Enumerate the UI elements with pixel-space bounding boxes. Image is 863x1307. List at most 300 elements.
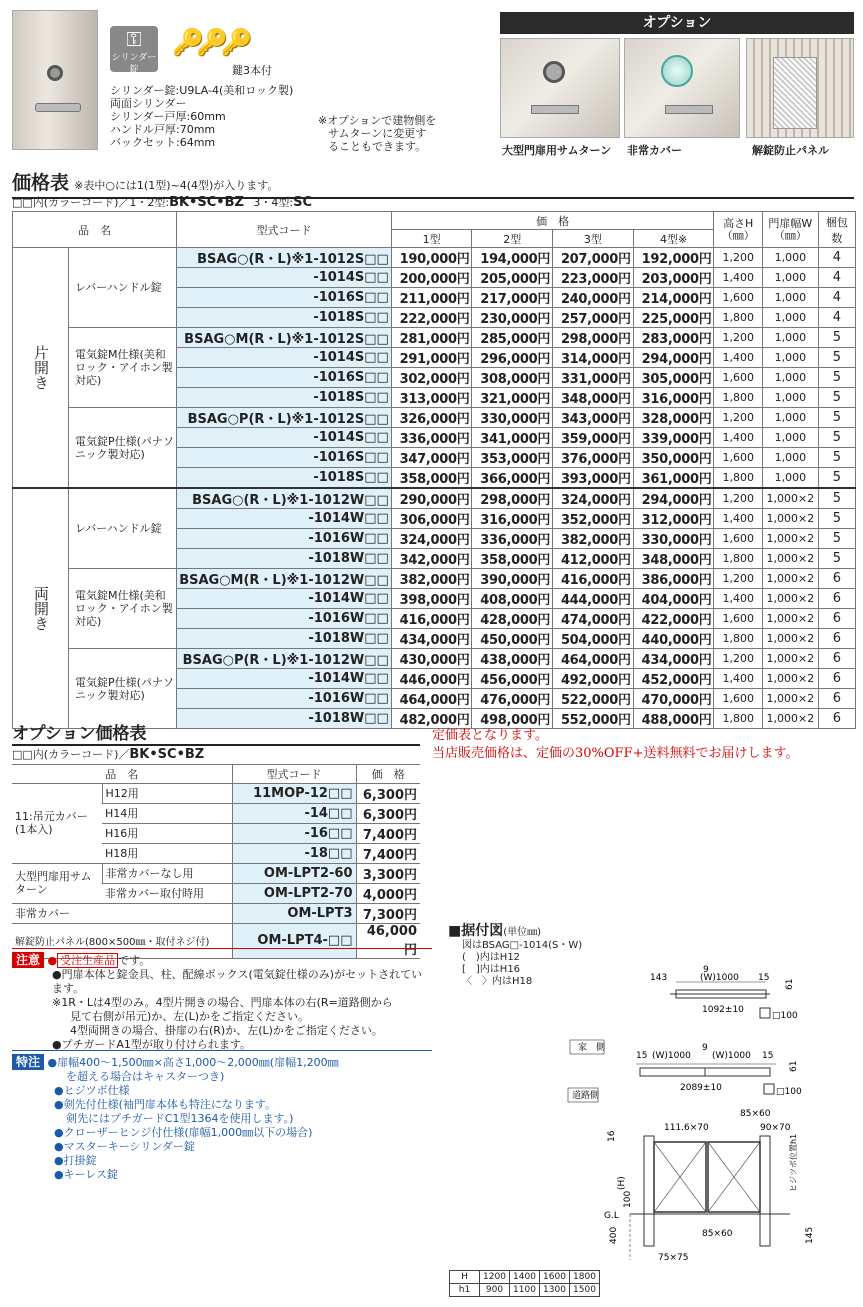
price-type1: 342,000円 [391,549,472,569]
width: 1,000×2 [763,649,819,669]
dim-w1000: (W)1000 [700,973,739,983]
width: 1,000×2 [763,529,819,549]
price-type3: 223,000円 [553,268,634,288]
pack-count: 6 [818,609,855,629]
price-type3: 331,000円 [553,368,634,388]
gate-elevation [604,1109,815,1263]
model-code: -1018S□□ [177,388,392,408]
model-code: -1018W□□ [177,629,392,649]
dim-w1000-right: (W)1000 [712,1051,751,1061]
model-code: BSAG○P(R・L)※1-1012S□□ [177,408,392,428]
width: 1,000 [763,388,819,408]
price-type2: 217,000円 [472,288,553,308]
opt-header-name: 品 名 [12,765,232,784]
price-type1: 313,000円 [391,388,472,408]
price-type1: 336,000円 [391,428,472,448]
model-code: -1014S□□ [177,268,392,288]
height: 1,800 [714,468,763,489]
emergency-cover-icon [661,55,693,87]
header-height: 高さH（㎜） [714,212,763,248]
option-photo-thumbturn [500,38,620,138]
dim-2089: 2089±10 [680,1083,722,1093]
model-code: BSAG○(R・L)※1-1012S□□ [177,248,392,268]
thumbturn-note: ※オプションで建物側を サムターンに変更す ることもできます。 [318,114,437,153]
width: 1,000 [763,448,819,468]
price-type4: 203,000円 [633,268,714,288]
price-type3: 240,000円 [553,288,634,308]
price-type1: 222,000円 [391,308,472,328]
height: 1,200 [714,328,763,348]
price-type4: 350,000円 [633,448,714,468]
width: 1,000 [763,308,819,328]
model-code: -1014S□□ [177,428,392,448]
price-type2: 336,000円 [472,529,553,549]
price-type2: 438,000円 [472,649,553,669]
drawing-title: ■据付図(単位㎜) [448,923,542,939]
dim-9: 9 [703,965,709,975]
price-type4: 294,000円 [633,348,714,368]
price-type3: 552,000円 [553,709,634,729]
opt-code: OM-LPT3 [232,903,356,923]
price-type2: 456,000円 [472,669,553,689]
opt-sub: H12用 [102,783,232,803]
width: 1,000×2 [763,629,819,649]
price-row [13,569,856,589]
opt-price: 7,300円 [356,903,420,923]
height: 1,200 [714,248,763,268]
price-type4: 434,000円 [633,649,714,669]
pack-count: 5 [818,348,855,368]
opt-header-code: 型式コード [232,765,356,784]
model-code: -1016S□□ [177,288,392,308]
price-type1: 446,000円 [391,669,472,689]
price-type2: 498,000円 [472,709,553,729]
keys-label: 鍵3本付 [232,64,272,77]
price-type2: 321,000円 [472,388,553,408]
hinge-pivot-label: ヒジツボ位置h1 [789,1133,798,1192]
opt-sub: 非常カバー取付時用 [102,883,232,903]
pack-count: 5 [818,488,855,509]
opt-price: 3,300円 [356,863,420,883]
opt-sub: H14用 [102,803,232,823]
height: 1,200 [714,488,763,509]
option-caption-cover: 非常カバー [627,144,682,157]
opt-price: 7,400円 [356,823,420,843]
price-type1: 382,000円 [391,569,472,589]
pack-count: 5 [818,408,855,428]
promo-line2: 当店販売価格は、定価の30%OFF+送料無料でお届けします。 [432,746,799,761]
dim-1092: 1092±10 [702,1005,744,1015]
price-type2: 205,000円 [472,268,553,288]
model-code: -1014S□□ [177,348,392,368]
height: 1,400 [714,428,763,448]
product-name: 電気錠P仕様(パナソニック製対応) [69,408,177,489]
price-type4: 316,000円 [633,388,714,408]
opt-price: 6,300円 [356,803,420,823]
group-single-swing: 片開き [13,248,69,489]
price-type2: 353,000円 [472,448,553,468]
model-code: -1014W□□ [177,509,392,529]
price-type4: 312,000円 [633,509,714,529]
dim-post100: □100 [772,1011,798,1021]
opt-code: -16□□ [232,823,356,843]
model-code: -1018W□□ [177,549,392,569]
dim-9-center: 9 [702,1043,708,1053]
price-type3: 393,000円 [553,468,634,489]
pack-count: 6 [818,669,855,689]
opt-name: 非常カバー [12,903,232,923]
price-type1: 464,000円 [391,689,472,709]
pack-count: 5 [818,468,855,489]
price-type1: 200,000円 [391,268,472,288]
height: 1,800 [714,549,763,569]
height: 1,800 [714,629,763,649]
group-double-swing: 両開き [13,488,69,729]
single-gate-plan [650,965,798,1021]
height: 1,200 [714,649,763,669]
opt-price: 4,000円 [356,883,420,903]
pack-count: 6 [818,689,855,709]
price-type3: 412,000円 [553,549,634,569]
price-row [13,488,856,509]
pack-count: 6 [818,569,855,589]
model-code: -1018W□□ [177,709,392,729]
opt-sub: H16用 [102,823,232,843]
h-label: H [450,1271,480,1284]
width: 1,000×2 [763,549,819,569]
double-gate-plan [636,1043,802,1097]
option-color-note: □□内(カラーコード)／BK•SC•BZ [12,747,205,762]
opt-price: 6,300円 [356,783,420,803]
price-type1: 326,000円 [391,408,472,428]
model-code: -1018S□□ [177,468,392,489]
price-type1: 482,000円 [391,709,472,729]
option-photo-emergency-cover [624,38,740,138]
spec-list: シリンダー錠:U9LA-4(美和ロック製) 両面シリンダー シリンダー戸厚:60mm ハンドル戸厚:70mm バックセット:64mm [110,84,294,149]
header-type2: 2型 [472,230,553,248]
dim-16: 16 [607,1130,617,1142]
model-code: -1014W□□ [177,669,392,689]
price-type3: 464,000円 [553,649,634,669]
header-code: 型式コード [177,212,392,248]
width: 1,000 [763,248,819,268]
width: 1,000×2 [763,509,819,529]
price-row [13,328,856,348]
price-type3: 376,000円 [553,448,634,468]
option-caption-thumbturn: 大型門扉用サムターン [502,144,612,157]
pack-count: 5 [818,529,855,549]
opt-name: 解錠防止パネル(800×500㎜・取付ネジ付) [12,923,232,958]
model-code: BSAG○M(R・L)※1-1012W□□ [177,569,392,589]
width: 1,000 [763,348,819,368]
price-type2: 230,000円 [472,308,553,328]
pack-count: 6 [818,709,855,729]
height: 1,800 [714,308,763,328]
header-type4: 4型※ [633,230,714,248]
notes-tag: 注意 [12,952,44,968]
notes-block: 注意 ● 受注生産品 です。 ●門扉本体と錠金具、柱、配線ボックス(電気錠仕様のみ)がセットされています。 ※1R・Lは4型のみ。4型片開きの場合、門扉本体の右(R=道路側から 見て右側が吊元)か、左(L)かをご指定ください。 4型両開きの場合、掛扉の右(R)か、左(L)かをご指定ください。 ●プチガードA1型が取り付けられます。 [12,948,432,1052]
price-type2: 408,000円 [472,589,553,609]
h-table: H 1200 1400 1600 1800 h1 900 1100 1300 1500 [449,1270,600,1297]
price-table [12,211,856,729]
h1-label: h1 [450,1284,480,1297]
lever-handle [531,105,579,114]
price-type3: 207,000円 [553,248,634,268]
pack-count: 4 [818,308,855,328]
price-type1: 290,000円 [391,488,472,509]
price-type4: 192,000円 [633,248,714,268]
price-type4: 214,000円 [633,288,714,308]
width: 1,000×2 [763,589,819,609]
price-type2: 390,000円 [472,569,553,589]
product-name: レバーハンドル錠 [69,248,177,328]
thumbturn-icon [543,61,565,83]
pack-count: 5 [818,428,855,448]
price-type3: 382,000円 [553,529,634,549]
price-type1: 430,000円 [391,649,472,669]
price-type3: 522,000円 [553,689,634,709]
price-type3: 314,000円 [553,348,634,368]
dim-61: 61 [785,978,795,990]
model-code: -1016S□□ [177,448,392,468]
width: 1,000 [763,468,819,489]
dim-w1000-left: (W)1000 [652,1051,691,1061]
product-name: レバーハンドル錠 [69,488,177,569]
price-type3: 324,000円 [553,488,634,509]
dim-61-double: 61 [789,1060,799,1072]
price-type1: 347,000円 [391,448,472,468]
width: 1,000 [763,408,819,428]
lever-handle [35,103,81,112]
price-row [13,248,856,268]
pack-count: 5 [818,509,855,529]
price-type3: 474,000円 [553,609,634,629]
price-type2: 194,000円 [472,248,553,268]
price-type4: 404,000円 [633,589,714,609]
model-code: BSAG○P(R・L)※1-1012W□□ [177,649,392,669]
dim-15: 15 [758,973,770,983]
price-type2: 308,000円 [472,368,553,388]
model-code: BSAG○(R・L)※1-1012W□□ [177,488,392,509]
lock-photo [12,10,98,150]
height: 1,600 [714,448,763,468]
width: 1,000×2 [763,689,819,709]
price-row [13,408,856,428]
product-name: 電気錠M仕様(美和ロック・アイホン製対応) [69,328,177,408]
price-type4: 361,000円 [633,468,714,489]
dim-400: 400 [609,1226,619,1244]
opt-sub: H18用 [102,843,232,863]
opt-code: OM-LPT2-70 [232,883,356,903]
pack-count: 6 [818,629,855,649]
price-type1: 281,000円 [391,328,472,348]
height: 1,400 [714,589,763,609]
width: 1,000×2 [763,609,819,629]
price-color-note: □□内(カラーコード)／1・2型:BK•SC•BZ 3・4型:SC [12,195,313,210]
model-code: -1018S□□ [177,308,392,328]
price-type4: 452,000円 [633,669,714,689]
width: 1,000 [763,428,819,448]
opt-group-thumbturn: 大型門扉用サムターン [12,863,102,903]
price-type4: 339,000円 [633,428,714,448]
dim-post100-double: □100 [776,1087,802,1097]
width: 1,000×2 [763,709,819,729]
opt-group-hanging-cover: 11:吊元カバー(1本入) [12,783,102,863]
height: 1,600 [714,288,763,308]
price-row [13,649,856,669]
price-type3: 359,000円 [553,428,634,448]
model-code: -1014W□□ [177,589,392,609]
price-table-title: 価格表 ※表中○には1(1型)~4(4型)が入ります。 [12,168,854,199]
width: 1,000 [763,288,819,308]
price-type3: 348,000円 [553,388,634,408]
price-type3: 352,000円 [553,509,634,529]
opt-code: OM-LPT2-60 [232,863,356,883]
opt-code: OM-LPT4-□□ [232,923,356,958]
dim-85x60-bottom: 85×60 [702,1229,733,1239]
price-type2: 330,000円 [472,408,553,428]
price-type2: 341,000円 [472,428,553,448]
width: 1,000 [763,328,819,348]
price-type1: 211,000円 [391,288,472,308]
price-type1: 398,000円 [391,589,472,609]
drawing-caption: 図はBSAG□-1014(S・W) ( )内はH12 [ ]内はH16 〈 〉内はH18 [462,940,583,987]
dim-75x75: 75×75 [658,1253,689,1263]
price-type3: 298,000円 [553,328,634,348]
price-type4: 422,000円 [633,609,714,629]
height: 1,600 [714,689,763,709]
price-type1: 291,000円 [391,348,472,368]
price-type4: 440,000円 [633,629,714,649]
price-type1: 416,000円 [391,609,472,629]
height: 1,200 [714,408,763,428]
price-type1: 302,000円 [391,368,472,388]
height: 1,400 [714,268,763,288]
made-to-order: 受注生産品 [57,953,118,968]
dim-90x70: 90×70 [760,1123,791,1133]
road-side-label: 道路側 [572,1091,600,1101]
model-code: BSAG○M(R・L)※1-1012S□□ [177,328,392,348]
cylinder-keyhole [47,65,63,81]
pack-count: 5 [818,328,855,348]
pack-count: 6 [818,649,855,669]
option-price-table [12,764,420,959]
price-type4: 294,000円 [633,488,714,509]
price-type4: 470,000円 [633,689,714,709]
dim-gl: G.L [604,1211,619,1221]
key-icon: ⚿ [126,27,142,51]
width: 1,000×2 [763,669,819,689]
price-type2: 476,000円 [472,689,553,709]
header-width: 門扉幅W（㎜） [763,212,819,248]
price-type4: 330,000円 [633,529,714,549]
header-type3: 3型 [553,230,634,248]
opt-code: -18□□ [232,843,356,863]
price-type3: 504,000円 [553,629,634,649]
height: 1,600 [714,529,763,549]
header-price: 価 格 [391,212,714,230]
pack-count: 4 [818,268,855,288]
price-type1: 190,000円 [391,248,472,268]
options-header: オプション [500,12,854,34]
price-type2: 296,000円 [472,348,553,368]
dim-111-6x70: 111.6×70 [664,1123,709,1133]
price-type1: 434,000円 [391,629,472,649]
height: 1,800 [714,709,763,729]
height: 1,600 [714,368,763,388]
product-name: 電気錠M仕様(美和ロック・アイホン製対応) [69,569,177,649]
lever-handle [665,105,713,114]
special-tag: 特注 [12,1054,44,1070]
opt-price: 7,400円 [356,843,420,863]
model-code: -1016W□□ [177,529,392,549]
width: 1,000×2 [763,569,819,589]
price-type2: 366,000円 [472,468,553,489]
model-code: -1016W□□ [177,689,392,709]
cylinder-badge: ⚿ シリンダー錠 [111,27,157,75]
price-type2: 428,000円 [472,609,553,629]
price-type3: 444,000円 [553,589,634,609]
opt-code: -14□□ [232,803,356,823]
opt-code: 11MOP-12□□ [232,783,356,803]
made-to-order-bullet: ● [47,954,58,967]
opt-header-price: 価 格 [356,765,420,784]
opt-price: 46,000円 [356,923,420,958]
width: 1,000 [763,268,819,288]
pack-count: 4 [818,288,855,308]
height: 1,600 [714,609,763,629]
pack-count: 5 [818,368,855,388]
height: 1,400 [714,509,763,529]
height: 1,400 [714,669,763,689]
dim-100: 100 [623,1190,633,1208]
width: 1,000 [763,368,819,388]
header-name: 品 名 [13,212,177,248]
pack-count: 5 [818,549,855,569]
price-type4: 488,000円 [633,709,714,729]
height: 1,200 [714,569,763,589]
opt-sub: 非常カバーなし用 [102,863,232,883]
price-type1: 358,000円 [391,468,472,489]
dim-h: (H) [617,1176,627,1190]
price-type2: 298,000円 [472,488,553,509]
price-type4: 225,000円 [633,308,714,328]
price-type3: 416,000円 [553,569,634,589]
price-type2: 316,000円 [472,509,553,529]
height: 1,800 [714,388,763,408]
model-code: -1016W□□ [177,609,392,629]
price-type4: 328,000円 [633,408,714,428]
dim-15-left: 15 [636,1051,648,1061]
option-photo-panel [746,38,854,138]
price-type3: 257,000円 [553,308,634,328]
width: 1,000×2 [763,488,819,509]
price-type4: 305,000円 [633,368,714,388]
model-code: -1016S□□ [177,368,392,388]
price-type4: 283,000円 [633,328,714,348]
dim-15-right: 15 [762,1051,774,1061]
pack-count: 5 [818,448,855,468]
dim-145: 145 [805,1226,815,1244]
price-type2: 358,000円 [472,549,553,569]
special-order-block: 特注 ●扉幅400～1,500㎜×高さ1,000～2,000㎜(扉幅1,200㎜ を超える場合はキャスターつき) ●ヒジツボ仕様 ●剣先付仕様(袖門扉本体も特注になります。 剣先にはプチガードC1型1364を使用します。) ●クローザーヒンジ付仕様(扉幅1,000㎜以下の場合) ●マスターキーシリンダー錠 ●打掛錠 ●キーレス錠 [12,1050,432,1182]
header-type1: 1型 [391,230,472,248]
price-type2: 450,000円 [472,629,553,649]
pack-count: 5 [818,388,855,408]
house-side-label: 家 側 [578,1043,606,1053]
promo-line1: 定価表となります。 [432,728,548,743]
price-type2: 285,000円 [472,328,553,348]
